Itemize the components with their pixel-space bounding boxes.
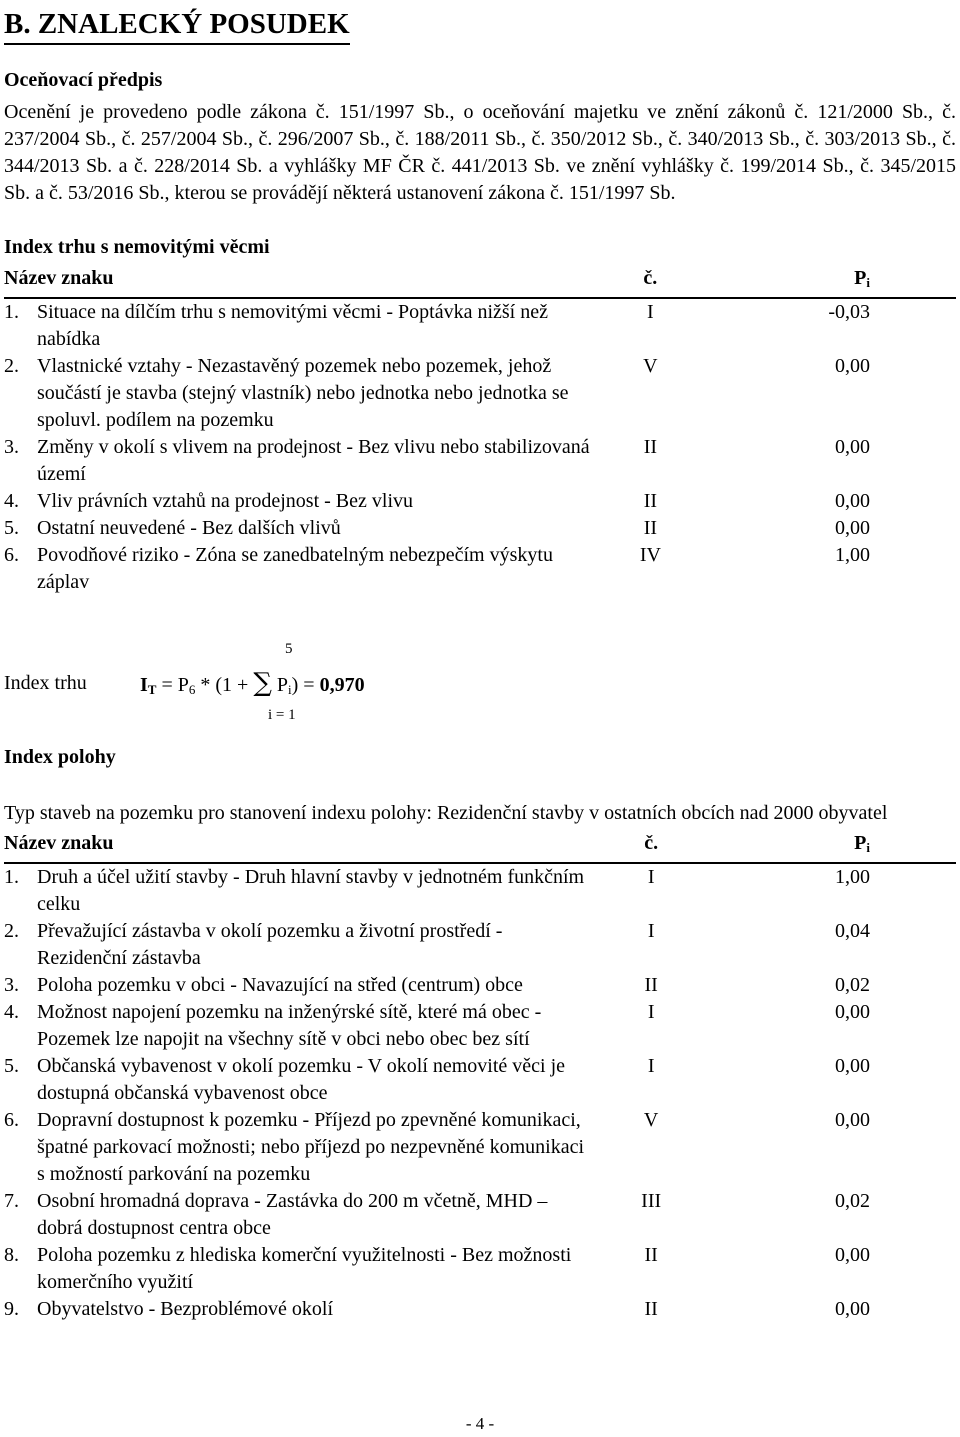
- row-class: I: [647, 1001, 655, 1023]
- row-text: Poloha pozemku z hlediska komerční využitelnosti - Bez možnosti komerčního využití: [37, 1244, 572, 1293]
- market-table-header: [4, 265, 956, 298]
- row-text: Obyvatelstvo - Bezproblémové okolí: [37, 1298, 334, 1320]
- intro-paragraph: Ocenění je provedeno podle zákona č. 151/1997 Sb., o oceňování majetku ve znění zákonů č. 121/2000 Sb., č. 237/2004 Sb., č. 257/2004 Sb., č. 296/2007 Sb., č. 188/2011 Sb., č. 350/2012 Sb., č. 340/2013 Sb., č. 303/2013 Sb., č. 344/2013 Sb. a č. 228/2014 Sb. a vyhlášky MF ČR č. 441/2013 Sb. ve znění vyhlášky č. 199/2014 Sb., č. 345/2015 Sb. a č. 53/2016 Sb., kterou se provádějí některá ustanovení zákona č. 151/1997 Sb.: [4, 101, 956, 204]
- row-class: III: [641, 1190, 662, 1212]
- row-text: Druh a účel užití stavby - Druh hlavní stavby v jednotném funkčním celku: [37, 866, 585, 915]
- location-index-heading: Index polohy: [4, 746, 116, 768]
- table-row: [4, 515, 956, 542]
- row-text: Situace na dílčím trhu s nemovitými věcmi - Poptávka nižší než nabídka: [37, 301, 548, 350]
- row-text: Poloha pozemku v obci - Navazující na střed (centrum) obce: [37, 974, 523, 996]
- table-row: [4, 1053, 956, 1107]
- table-row: [4, 434, 956, 488]
- row-number: 6.: [4, 1109, 19, 1131]
- row-number: 2.: [4, 355, 19, 377]
- table-row: [4, 1188, 956, 1242]
- row-number: 2.: [4, 920, 19, 942]
- row-value: 0,04: [835, 920, 870, 942]
- document-title: B. ZNALECKÝ POSUDEK: [4, 6, 350, 45]
- formula-label: Index trhu: [4, 672, 87, 694]
- document-page: [4, 0, 956, 1323]
- table-row: [4, 298, 956, 353]
- row-name: [4, 1242, 601, 1296]
- row-text: Povodňové riziko - Zóna se zanedbatelným nebezpečím výskytu záplav: [37, 544, 553, 593]
- row-number: 1.: [4, 301, 19, 323]
- row-name: [4, 353, 601, 434]
- row-text: Změny v okolí s vlivem na prodejnost - Bez vlivu nebo stabilizovaná území: [37, 436, 590, 485]
- sum-upper-limit: 5: [285, 641, 293, 657]
- row-value: 1,00: [835, 544, 870, 566]
- row-number: 3.: [4, 436, 19, 458]
- table-row: [4, 972, 956, 999]
- row-value: -0,03: [828, 301, 870, 323]
- row-name: [4, 488, 601, 515]
- table-row: [4, 353, 956, 434]
- row-number: 4.: [4, 490, 19, 512]
- market-index-heading: Index trhu s nemovitými věcmi: [4, 236, 270, 258]
- row-number: 5.: [4, 517, 19, 539]
- row-class: II: [643, 436, 658, 458]
- row-name: [4, 999, 601, 1053]
- row-class: IV: [639, 544, 661, 566]
- row-name: [4, 298, 601, 353]
- row-name: [4, 863, 601, 918]
- row-value: 1,00: [835, 866, 870, 888]
- row-number: 5.: [4, 1055, 19, 1077]
- row-name: [4, 542, 601, 596]
- table-row: [4, 542, 956, 596]
- market-index-table: [4, 265, 956, 596]
- table-row: [4, 488, 956, 515]
- col-no-header: č.: [601, 830, 700, 863]
- row-number: 8.: [4, 1244, 19, 1266]
- row-value: 0,00: [835, 517, 870, 539]
- row-class: I: [647, 1055, 655, 1077]
- table-row: [4, 1242, 956, 1296]
- row-class: I: [647, 301, 654, 323]
- sum-lower-limit: i = 1: [268, 707, 296, 723]
- row-number: 3.: [4, 974, 19, 996]
- table-row: [4, 1107, 956, 1188]
- row-name: [4, 515, 601, 542]
- row-value: 0,00: [835, 1109, 870, 1131]
- col-name-header: Název znaku: [4, 265, 601, 298]
- row-text: Občanská vybavenost v okolí pozemku - V okolí nemovité věci je dostupná občanská vybavenost obce: [37, 1055, 566, 1104]
- building-type-text: Typ staveb na pozemku pro stanovení indexu polohy: Rezidenční stavby v ostatních obcích nad 2000 obyvatel: [4, 802, 888, 824]
- formula-result: 0,970: [319, 674, 365, 696]
- row-class: II: [644, 1298, 658, 1320]
- market-index-formula: [4, 630, 956, 740]
- row-name: [4, 972, 601, 999]
- formula-expression: $I_T = P_6 * (1$ + ∑ $P_i) = 0,970$: [140, 668, 365, 698]
- row-number: 6.: [4, 544, 19, 566]
- location-index-table: [4, 830, 956, 1323]
- row-name: [4, 434, 601, 488]
- row-class: I: [647, 866, 655, 888]
- row-class: V: [643, 1109, 659, 1131]
- row-value: 0,00: [835, 1001, 870, 1023]
- table-row: [4, 1296, 956, 1323]
- row-value: 0,00: [835, 436, 870, 458]
- sigma-symbol: ∑: [253, 668, 272, 698]
- table-row: [4, 999, 956, 1053]
- row-value: 0,00: [835, 1244, 870, 1266]
- row-value: 0,00: [835, 355, 870, 377]
- row-class: II: [643, 517, 658, 539]
- section-title: Oceňovací předpis: [4, 69, 163, 91]
- row-value: 0,00: [835, 1298, 870, 1320]
- row-name: [4, 1107, 601, 1188]
- row-text: Možnost napojení pozemku na inženýrské sítě, které má obec - Pozemek lze napojit na všechny sítě v obci nebo obec bez sítí: [37, 1001, 542, 1050]
- row-value: 0,02: [835, 1190, 870, 1212]
- row-class: II: [644, 1244, 658, 1266]
- col-name-header: Název znaku: [4, 830, 601, 863]
- col-val-header: $P_i$: [700, 265, 956, 298]
- page-number: - 4 -: [465, 1414, 495, 1433]
- row-name: [4, 1296, 601, 1323]
- row-text: Převažující zástavba v okolí pozemku a životní prostředí - Rezidenční zástavba: [37, 920, 503, 969]
- location-table-header: [4, 830, 956, 863]
- row-name: [4, 1188, 601, 1242]
- row-number: 9.: [4, 1298, 19, 1320]
- row-text: Vlastnické vztahy - Nezastavěný pozemek nebo pozemek, jehož součástí je stavba (stejný vlastník) nebo jednotka nebo jednotka se spoluvl. podílem na pozemku: [37, 355, 569, 431]
- row-name: [4, 918, 601, 972]
- row-value: 0,00: [835, 1055, 870, 1077]
- row-number: 7.: [4, 1190, 19, 1212]
- col-no-header: č.: [601, 265, 701, 298]
- row-class: I: [647, 920, 655, 942]
- row-text: Vliv právních vztahů na prodejnost - Bez vlivu: [37, 490, 414, 512]
- row-number: 4.: [4, 1001, 19, 1023]
- row-number: 1.: [4, 866, 19, 888]
- row-class: II: [643, 490, 658, 512]
- row-class: V: [643, 355, 658, 377]
- table-row: [4, 918, 956, 972]
- row-text: Ostatní neuvedené - Bez dalších vlivů: [37, 517, 341, 539]
- row-class: II: [644, 974, 658, 996]
- table-row: [4, 863, 956, 918]
- row-value: 0,00: [835, 490, 870, 512]
- col-val-header: $P_i$: [701, 830, 956, 863]
- row-text: Osobní hromadná doprava - Zastávka do 200 m včetně, MHD – dobrá dostupnost centra obce: [37, 1190, 548, 1239]
- row-name: [4, 1053, 601, 1107]
- row-text: Dopravní dostupnost k pozemku - Příjezd po zpevněné komunikaci, špatné parkovací možnosti; nebo příjezd po nezpevněné komunikaci s možností parkování na pozemku: [37, 1109, 585, 1185]
- row-value: 0,02: [835, 974, 870, 996]
